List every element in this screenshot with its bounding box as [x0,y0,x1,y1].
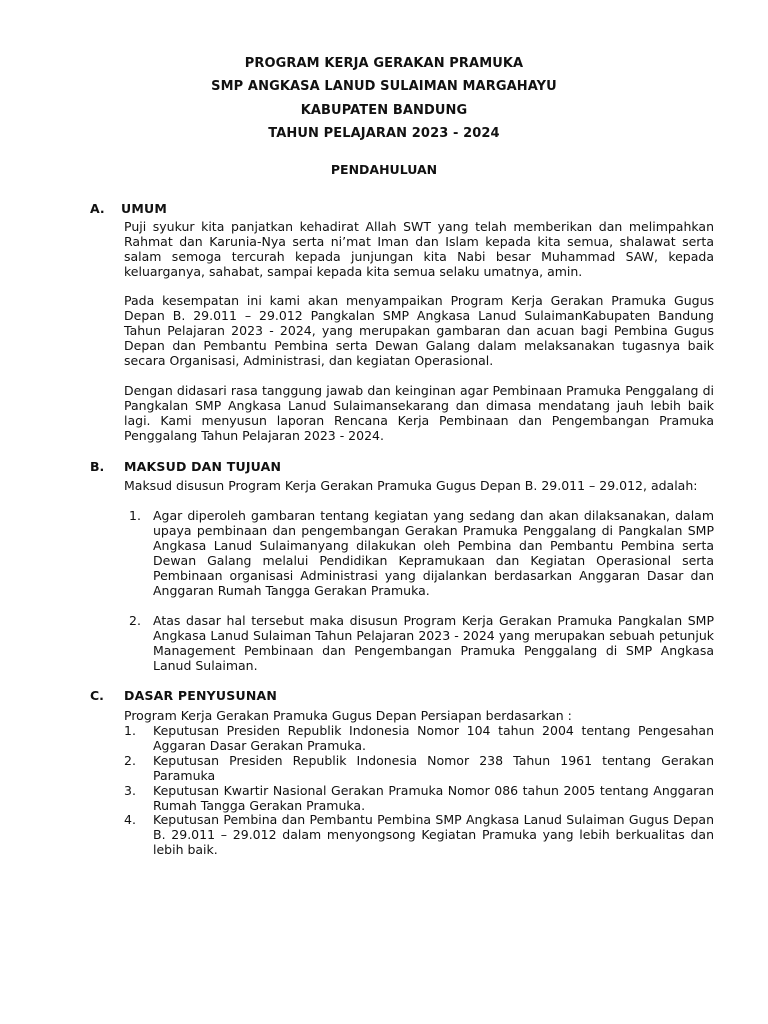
list-item-number: 2. [124,753,136,768]
list-item-text: Keputusan Kwartir Nasional Gerakan Pramuka Nomor 086 tahun 2005 tentang Anggaran Rumah Tangga Gerakan Pramuka. [153,783,714,813]
list-item-text: Keputusan Presiden Republik Indonesia Nomor 104 tahun 2004 tentang Pengesahan Aggaran Dasar Gerakan Pramuka. [153,723,714,753]
section-b-title: MAKSUD DAN TUJUAN [124,459,282,474]
section-a-title: UMUM [121,201,167,216]
list-item-number: 2. [129,613,141,628]
section-a-paragraph-3: Dengan didasari rasa tanggung jawab dan keinginan agar Pembinaan Pramuka Penggalang di Pangkalan SMP Angkasa Lanud Sulaimansekarang dan dimasa mendatang jauh lebih baik lagi. Kami menyusun laporan Rencana Kerja Pembinaan dan Pengembangan Pramuka Penggalang Tahun Pelajaran 2023 - 2024. [124,383,714,443]
section-a-paragraph-2: Pada kesempatan ini kami akan menyampaikan Program Kerja Gerakan Pramuka Gugus Depan B. 29.011 – 29.012 Pangkalan SMP Angkasa Lanud SulaimanKabupaten Bandung Tahun Pelajaran 2023 - 2024, yang merupakan gambaran dan acuan bagi Pembina Gugus Depan dan Pembantu Pembina serta Dewan Galang dalam melaksanakan tugasnya baik secara Organisasi, Administrasi, dan kegiatan Operasional. [124,293,714,368]
list-item-text: Keputusan Pembina dan Pembantu Pembina SMP Angkasa Lanud Sulaiman Gugus Depan B. 29.011 – 29.012 dalam menyongsong Kegiatan Pramuka yang lebih berkualitas dan lebih baik. [153,812,714,857]
title-line-regency: KABUPATEN BANDUNG [300,102,468,118]
title-line-year: TAHUN PELAJARAN 2023 - 2024 [268,125,500,141]
section-a-paragraph-1: Puji syukur kita panjatkan kehadirat Allah SWT yang telah memberikan dan melimpahkan Rahmat dan Karunia-Nya serta ni’mat Iman dan Islam kepada kita semua, shalawat serta salam semoga tercurah kepada junjungan kita Nabi besar Muhammad SAW, kepada keluarganya, sahabat, sampai kepada kita semua selaku umatnya, amin. [124,219,714,279]
list-item-number: 4. [124,812,136,827]
section-c-intro: Program Kerja Gerakan Pramuka Gugus Depan Persiapan berdasarkan : [124,708,572,723]
document-title [0,52,768,145]
list-item-text: Atas dasar hal tersebut maka disusun Program Kerja Gerakan Pramuka Pangkalan SMP Angkasa Lanud Sulaiman Tahun Pelajaran 2023 - 2024 yang merupakan sebuah petunjuk Management Pembinaan dan Pengembangan Pramuka Penggalang di SMP Angkasa Lanud Sulaiman. [153,613,714,673]
intro-heading: PENDAHULUAN [330,162,438,177]
list-item-number: 3. [124,783,136,798]
list-item-text: Agar diperoleh gambaran tentang kegiatan yang sedang dan akan dilaksanakan, dalam upaya pembinaan dan pengembangan Gerakan Pramuka Penggalang di Pangkalan SMP Angkasa Lanud Sulaimanyang dilakukan oleh Pembina dan Pembantu Pembina serta Dewan Galang melalui Pendidikan Kepramukaan dan Kegiatan Operasional serta Pembinaan organisasi Administrasi yang dijalankan berdasarkan Anggaran Dasar dan Anggaran Rumah Tangga Gerakan Pramuka. [153,508,714,598]
section-c-letter: C. [90,688,104,703]
list-item-number: 1. [124,723,136,738]
list-item-text: Keputusan Presiden Republik Indonesia Nomor 238 Tahun 1961 tentang Gerakan Paramuka [153,753,714,783]
section-c-title: DASAR PENYUSUNAN [124,688,278,703]
title-line-school: SMP ANGKASA LANUD SULAIMAN MARGAHAYU [211,79,557,95]
title-line-program: PROGRAM KERJA GERAKAN PRAMUKA [244,56,524,71]
list-item-number: 1. [129,508,141,523]
section-a-letter: A. [90,201,105,216]
section-b-intro: Maksud disusun Program Kerja Gerakan Pramuka Gugus Depan B. 29.011 – 29.012, adalah: [124,478,698,493]
section-b-letter: B. [90,459,105,474]
